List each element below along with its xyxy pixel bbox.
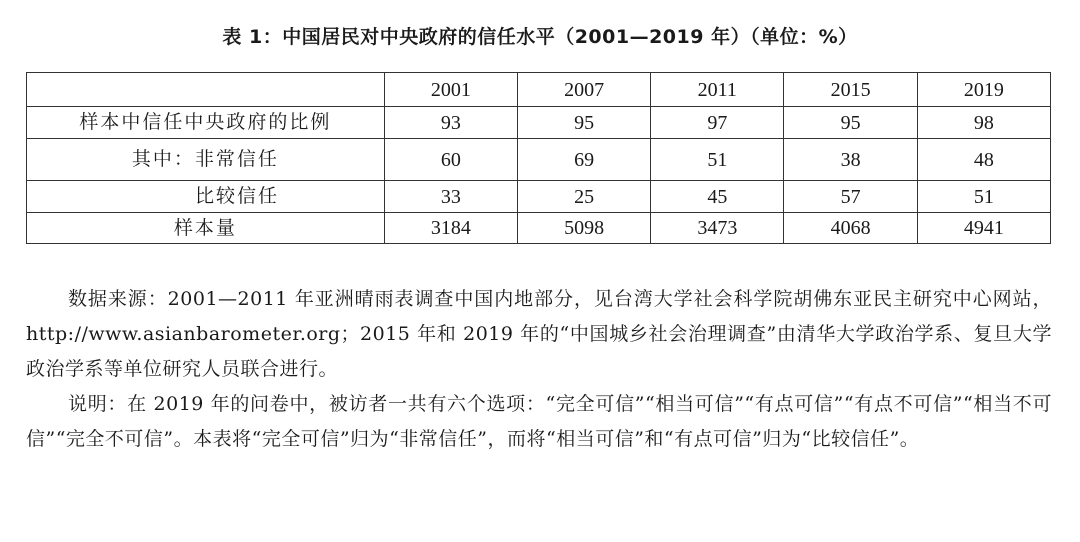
table-cell: 38 (784, 139, 917, 181)
table-cell: 3473 (651, 213, 784, 244)
table-cell: 4068 (784, 213, 917, 244)
table-cell: 3184 (384, 213, 517, 244)
table-cell: 25 (517, 181, 650, 213)
table-cell: 93 (384, 107, 517, 139)
table-row (27, 213, 1051, 244)
table-header-row (27, 73, 1051, 107)
header-cell-year: 2015 (784, 73, 917, 107)
header-cell-year: 2011 (651, 73, 784, 107)
row-label: 样本量 (27, 213, 385, 244)
table-cell: 33 (384, 181, 517, 213)
trust-table (26, 72, 1051, 244)
row-label: 比较信任 (27, 181, 385, 213)
table-cell: 97 (651, 107, 784, 139)
table-cell: 69 (517, 139, 650, 181)
table-cell: 60 (384, 139, 517, 181)
table-notes (26, 282, 1052, 457)
table-cell: 51 (651, 139, 784, 181)
header-cell-year: 2001 (384, 73, 517, 107)
row-label: 其中：非常信任 (27, 139, 385, 181)
table-cell: 5098 (517, 213, 650, 244)
row-label: 样本中信任中央政府的比例 (27, 107, 385, 139)
table-cell: 57 (784, 181, 917, 213)
table-cell: 45 (651, 181, 784, 213)
data-source-note: 数据来源：2001—2011 年亚洲晴雨表调查中国内地部分，见台湾大学社会科学院胡佛东亚民主研究中心网站，http://www.asianbarometer.org；2015 年和 2019 年的“中国城乡社会治理调查”由清华大学政治学系、复旦大学政治学系等单位研究人员联合进行。 (26, 288, 1052, 380)
table-cell: 95 (517, 107, 650, 139)
table-row (27, 181, 1051, 213)
table-cell: 98 (917, 107, 1050, 139)
table-cell: 51 (917, 181, 1050, 213)
header-cell-year: 2019 (917, 73, 1050, 107)
table-cell: 95 (784, 107, 917, 139)
table-cell: 4941 (917, 213, 1050, 244)
table-title: 表 1：中国居民对中央政府的信任水平（2001—2019 年）（单位：%） (222, 26, 858, 48)
header-cell-year: 2007 (517, 73, 650, 107)
table-row (27, 107, 1051, 139)
table-cell: 48 (917, 139, 1050, 181)
explanation-note: 说明：在 2019 年的问卷中，被访者一共有六个选项：“完全可信”“相当可信”“有点可信”“有点不可信”“相当不可信”“完全不可信”。本表将“完全可信”归为“非常信任”，而将“相当可信”和“有点可信”归为“比较信任”。 (26, 393, 1052, 450)
header-cell-empty (27, 73, 385, 107)
table-row (27, 139, 1051, 181)
